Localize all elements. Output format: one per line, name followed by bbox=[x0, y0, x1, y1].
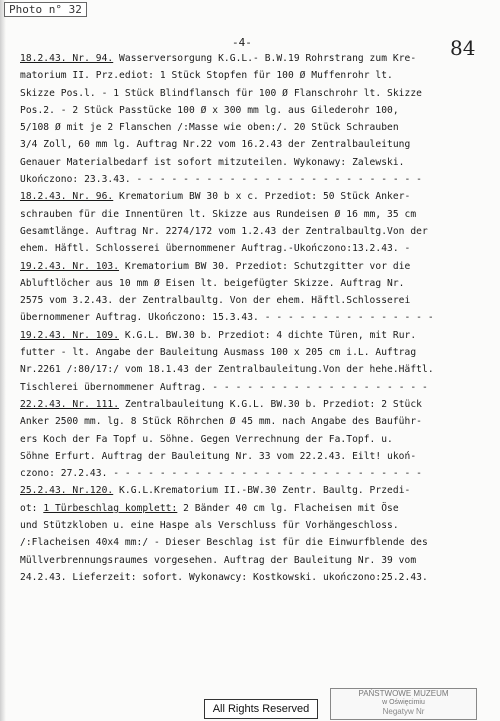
underlined-entry-text: 18.2.43. Nr. 96. bbox=[20, 191, 114, 203]
archive-number: 84 bbox=[450, 36, 476, 60]
document-line bbox=[20, 344, 490, 361]
entry-text: Anker 2500 mm. lg. 8 Stück Röhrchen Ø 45 mm. nach Angabe des Bauführ- bbox=[20, 416, 422, 428]
document-line bbox=[20, 275, 490, 292]
entry-text: ehem. Häftl. Schlosserei übernommener Auftrag.-Ukończono:13.2.43. - bbox=[20, 243, 411, 255]
underlined-entry-text: 18.2.43. Nr. 94. bbox=[20, 53, 114, 64]
separator-dashes: - - - - - - - - - - - - - - - bbox=[258, 312, 434, 324]
page-edge-shadow bbox=[0, 0, 6, 721]
document-line bbox=[20, 517, 490, 534]
document-line bbox=[20, 50, 490, 67]
entry-text: Ukończono: 23.3.43. bbox=[20, 174, 131, 186]
separator-dashes: - - - - - - - - - - - - - - - - - - - bbox=[206, 381, 428, 393]
document-line bbox=[20, 223, 490, 240]
entry-text: 5/108 Ø mit je 2 Flanschen /:Masse wie oben:/. 20 Stück Schrauben bbox=[20, 122, 399, 134]
underlined-entry-text: 22.2.43. Nr. 111. bbox=[20, 398, 120, 410]
document-line bbox=[20, 552, 490, 569]
underlined-entry-text: 25.2.43. Nr.120. bbox=[20, 485, 114, 497]
entry-text: Zentralbauleitung K.G.L. BW.30 b. Przediot: 2 Stück bbox=[119, 398, 422, 410]
document-line bbox=[20, 154, 490, 171]
document-line bbox=[20, 102, 490, 119]
document-line bbox=[20, 379, 490, 396]
document-line bbox=[20, 448, 490, 465]
document-line bbox=[20, 569, 490, 586]
entry-text: Nr.2261 /:80/17:/ vom 18.1.43 der Zentralbauleitung.Von der hehe.Häftl. bbox=[20, 364, 434, 376]
entry-text: K.G.L. BW.30 b. Przediot: 4 dichte Türen, mit Rur. bbox=[119, 329, 417, 341]
entry-text: Wasserversorgung K.G.L.- B.W.19 Rohrstrang zum Kre- bbox=[113, 53, 417, 64]
document-line bbox=[20, 534, 490, 551]
separator-dashes: - - - - - - - - - - - - - - - - - - - - - - - - - - - bbox=[107, 468, 422, 480]
entry-text: czono: 27.2.43. bbox=[20, 468, 108, 480]
underlined-entry-text: 19.2.43. Nr. 109. bbox=[20, 329, 120, 341]
entry-text: /:Flacheisen 40x4 mm:/ - Dieser Beschlag ist für die Einwurfblende des bbox=[20, 537, 428, 549]
document-line bbox=[20, 171, 490, 188]
entry-text: 24.2.43. Lieferzeit: sofort. Wykonawcy: Kostkowski. ukończono:25.2.43. bbox=[20, 571, 428, 583]
entry-text: 2575 vom 3.2.43. der Zentralbaultg. Von der ehem. Häftl.Schlosserei bbox=[20, 295, 411, 307]
document-line bbox=[20, 206, 490, 223]
entry-text: matorium II. Prz.ediot: 1 Stück Stopfen für 100 Ø Muffenrohr lt. bbox=[20, 70, 393, 82]
entry-text: ers Koch der Fa Topf u. Söhne. Gegen Verrechnung der Fa.Topf. u. bbox=[20, 433, 393, 445]
document-line bbox=[20, 465, 490, 482]
underlined-entry-text: 1 Türbeschlag komplett: bbox=[43, 502, 178, 514]
document-line bbox=[20, 258, 490, 275]
separator-dashes: - - - - - - - - - - - - - - - - - - - - - - - - - bbox=[130, 174, 422, 186]
entry-text: Söhne Erfurt. Auftrag der Bauleitung Nr. 33 vom 22.2.43. Eilt! ukoń- bbox=[20, 450, 417, 462]
document-line bbox=[20, 361, 490, 378]
entry-text: schrauben für die Innentüren lt. Skizze aus Rundeisen Ø 16 mm, 35 cm bbox=[20, 208, 417, 220]
document-line bbox=[20, 309, 490, 326]
document-line bbox=[20, 292, 490, 309]
entry-text: Tischlerei übernommener Auftrag. bbox=[20, 381, 207, 393]
document-line bbox=[20, 240, 490, 257]
museum-stamp-ref: Negatyw Nr bbox=[382, 707, 425, 716]
document-line bbox=[20, 85, 490, 102]
document-line bbox=[20, 119, 490, 136]
entry-text: futter - lt. Angabe der Bauleitung Ausmass 100 x 205 cm i.L. Auftrag bbox=[20, 347, 417, 359]
document-line bbox=[20, 136, 490, 153]
entry-text: Pos.2. - 2 Stück Passtücke 100 Ø x 300 mm lg. aus Gilederohr 100, bbox=[20, 104, 399, 116]
document-line bbox=[20, 413, 490, 430]
entry-text: und Stützkloben u. eine Haspe als Verschluss für Vorhängeschloss. bbox=[20, 520, 399, 532]
entry-text: ot: bbox=[20, 502, 44, 514]
museum-stamp-subtitle: w Oświęcimiu bbox=[382, 699, 425, 706]
document-line bbox=[20, 327, 490, 344]
entry-text: Gesamtlänge. Auftrag Nr. 2274/172 vom 1.2.43 der Zentralbaultg.Von der bbox=[20, 225, 428, 237]
underlined-entry-text: 19.2.43. Nr. 103. bbox=[20, 260, 120, 272]
photo-label: Photo n° 32 bbox=[4, 2, 87, 17]
entry-text: Genauer Materialbedarf ist sofort mitzuteilen. Wykonawy: Zalewski. bbox=[20, 156, 405, 168]
document-line bbox=[20, 431, 490, 448]
document-line bbox=[20, 67, 490, 84]
entry-text: Abluftlöcher aus 10 mm Ø Eisen lt. beigefügter Skizze. Auftrag Nr. bbox=[20, 277, 405, 289]
entry-text: Skizze Pos.l. - 1 Stück Blindflansch für 100 Ø Flanschrohr lt. Skizze bbox=[20, 87, 422, 99]
all-rights-reserved-stamp: All Rights Reserved bbox=[204, 699, 318, 719]
typed-document-body bbox=[20, 50, 490, 586]
document-line bbox=[20, 188, 490, 205]
museum-stamp-title: PAŃSTWOWE MUZEUM bbox=[358, 689, 449, 698]
entry-text: K.G.L.Krematorium II.-BW.30 Zentr. Baultg. Przedi- bbox=[113, 485, 411, 497]
document-line bbox=[20, 396, 490, 413]
entry-text: 2 Bänder 40 cm lg. Flacheisen mit Öse bbox=[177, 502, 399, 514]
museum-stamp bbox=[330, 688, 477, 720]
document-line bbox=[20, 500, 490, 517]
entry-text: übernommener Auftrag. Ukończono: 15.3.43. bbox=[20, 312, 259, 324]
entry-text: Müllverbrennungsraumes vorgesehen. Auftrag der Bauleitung Nr. 39 vom bbox=[20, 554, 417, 566]
entry-text: 3/4 Zoll, 60 mm lg. Auftrag Nr.22 vom 16.2.43 der Zentralbauleitung bbox=[20, 139, 411, 151]
entry-text: Krematorium BW 30. Przediot: Schutzgitter vor die bbox=[119, 260, 411, 272]
page-number: -4- bbox=[232, 36, 252, 49]
entry-text: Krematorium BW 30 b x c. Przediot: 50 Stück Anker- bbox=[113, 191, 411, 203]
document-line bbox=[20, 482, 490, 499]
